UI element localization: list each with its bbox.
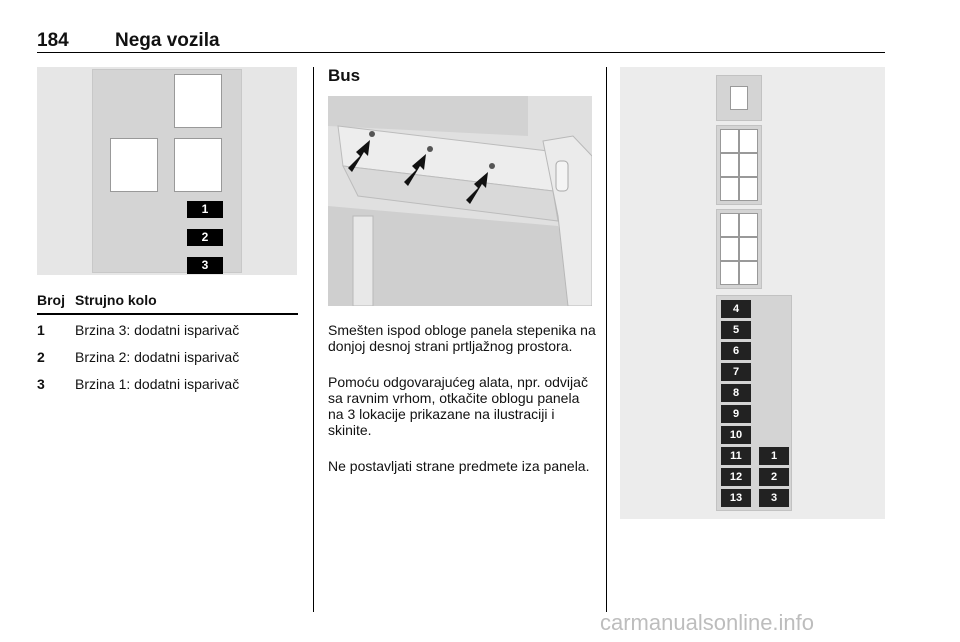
- fuse-label: 9: [721, 405, 751, 423]
- fuse-label: 5: [721, 321, 751, 339]
- fuse-label: 8: [721, 384, 751, 402]
- relay-slot: [720, 129, 739, 153]
- row-text: Brzina 1: dodatni isparivač: [75, 376, 240, 392]
- relay-slot: [739, 177, 758, 201]
- relay-slot: [720, 237, 739, 261]
- fuse-box-illustration: [37, 67, 297, 275]
- column-header-circuit: Strujno kolo: [75, 292, 157, 308]
- relay-slot: [739, 153, 758, 177]
- fuse-label: 1: [759, 447, 789, 465]
- row-number: 1: [37, 322, 45, 338]
- row-number: 2: [37, 349, 45, 365]
- watermark: carmanualsonline.info: [600, 610, 815, 635]
- relay-slot: [739, 237, 758, 261]
- fuse-panel-illustration: [620, 67, 885, 519]
- fuse-label: 10: [721, 426, 751, 444]
- row-number: 3: [37, 376, 45, 392]
- relay-slot: [739, 261, 758, 285]
- fuse-label: 13: [721, 489, 751, 507]
- fuse-label: 12: [721, 468, 751, 486]
- relay-slot: [739, 129, 758, 153]
- column-header-number: Broj: [37, 292, 65, 308]
- column-divider-left: [313, 67, 314, 612]
- page-number: 184: [37, 30, 69, 51]
- relay-slot: [174, 138, 222, 192]
- relay-grid: [716, 125, 762, 205]
- paragraph-location: Smešten ispod obloge panela stepenika na donjoj desnoj strani prtljažnog prostora.: [328, 322, 596, 354]
- row-text: Brzina 3: dodatni isparivač: [75, 322, 240, 338]
- fuse-label: 1: [187, 201, 223, 218]
- relay-grid: [716, 209, 762, 289]
- page-title: Nega vozila: [115, 30, 220, 51]
- fuse-block: [716, 295, 792, 511]
- relay-block: [716, 75, 762, 121]
- relay-slot: [720, 153, 739, 177]
- fuse-label: 3: [187, 257, 223, 274]
- column-divider-right: [606, 67, 607, 612]
- relay-slot: [110, 138, 158, 192]
- relay-slot: [739, 213, 758, 237]
- fuse-label: 2: [759, 468, 789, 486]
- cargo-area-illustration: [328, 96, 592, 306]
- fuse-label: 3: [759, 489, 789, 507]
- relay-slot: [730, 86, 748, 110]
- relay-slot: [720, 261, 739, 285]
- fuse-label: 2: [187, 229, 223, 246]
- relay-slot: [720, 177, 739, 201]
- fuse-label: 6: [721, 342, 751, 360]
- section-heading: Bus: [328, 66, 361, 85]
- paragraph-warning: Ne postavljati strane predmete iza panela.: [328, 458, 590, 474]
- paragraph-removal: Pomoću odgovarajućeg alata, npr. odvijač sa ravnim vrhom, otkačite oblogu panela na 3 lokacije prikazane na ilustraciji i skinite.: [328, 374, 588, 438]
- row-text: Brzina 2: dodatni isparivač: [75, 349, 240, 365]
- header-rule: [37, 52, 885, 53]
- fuse-panel: [92, 69, 242, 273]
- fuse-label: 11: [721, 447, 751, 465]
- relay-slot: [174, 74, 222, 128]
- relay-slot: [720, 213, 739, 237]
- table-header-rule: [37, 313, 298, 315]
- cargo-panel-drawing: [328, 96, 592, 306]
- fuse-label: 7: [721, 363, 751, 381]
- fuse-label: 4: [721, 300, 751, 318]
